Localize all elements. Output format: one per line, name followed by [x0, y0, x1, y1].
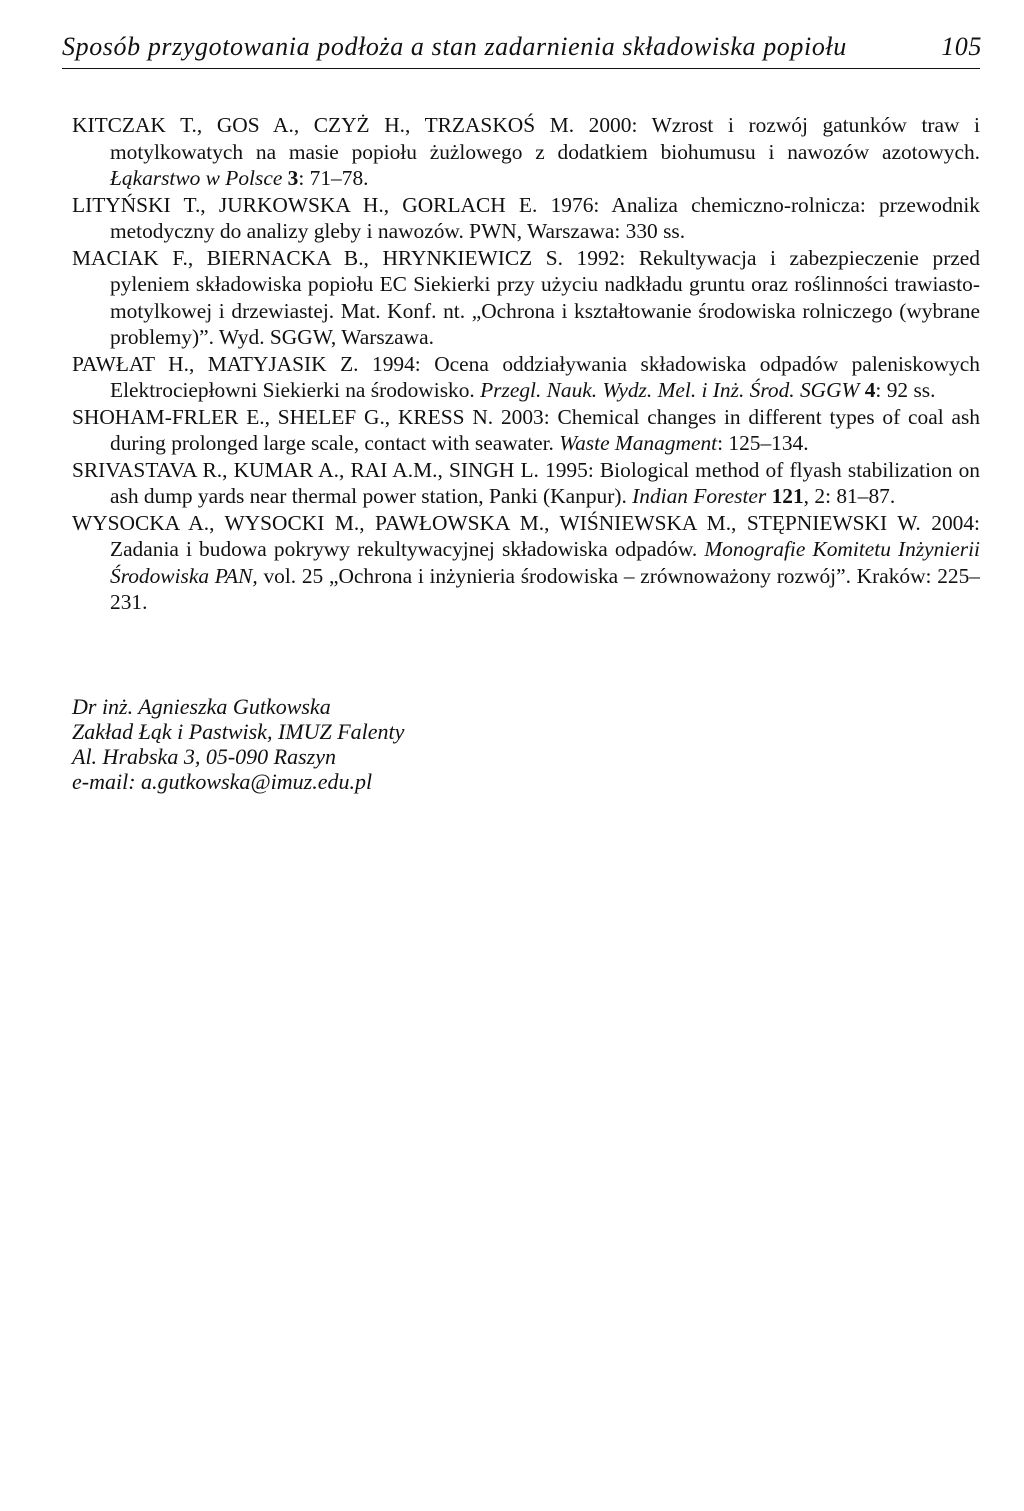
reference-tail: vol. 25 „Ochrona i inżynieria środowiska – zrównoważony rozwój”. Kraków: 225–231. — [110, 563, 980, 614]
reference-authors: MACIAK F., BIERNACKA B., HRYNKIEWICZ S. — [72, 245, 563, 270]
reference-authors: WYSOCKA A., WYSOCKI M., PAWŁOWSKA M., WIŚNIEWSKA M., STĘPNIEWSKI W. — [72, 510, 921, 535]
reference-volume: 3 — [282, 166, 299, 190]
reference-volume: 4 — [859, 378, 876, 402]
reference-tail: : 71–78. — [298, 166, 369, 190]
reference-text: 2004: Zadania i budowa pokrywy rekultywacyjnej składowiska odpadów. — [110, 510, 980, 561]
author-street: Al. Hrabska 3, 05-090 Raszyn — [72, 744, 336, 769]
running-head — [62, 30, 982, 64]
reference-item — [72, 457, 980, 510]
reference-source: Waste Managment — [559, 431, 718, 455]
reference-source: Przegl. Nauk. Wydz. Mel. i Inż. Środ. SGGW — [480, 378, 860, 402]
reference-item — [72, 245, 980, 351]
reference-source: Indian Forester — [632, 484, 767, 508]
reference-source: Monografie Komitetu Inżynierii Środowiska PAN, — [110, 537, 980, 588]
reference-tail: : 92 ss. — [875, 378, 936, 402]
reference-item — [72, 351, 980, 404]
reference-item — [72, 510, 980, 616]
author-address — [72, 694, 404, 794]
reference-authors: KITCZAK T., GOS A., CZYŻ H., TRZASKOŚ M. — [72, 113, 575, 137]
reference-authors: SHOHAM-FRLER E., SHELEF G., KRESS N. — [72, 404, 494, 429]
reference-authors: LITYŃSKI T., JURKOWSKA H., GORLACH E. — [72, 192, 538, 217]
running-title: Sposób przygotowania podłoża a stan zadarnienia składowiska popiołu — [62, 32, 847, 61]
author-name: Dr inż. Agnieszka Gutkowska — [72, 694, 331, 719]
reference-item — [72, 112, 980, 192]
reference-list — [72, 112, 980, 616]
reference-item — [72, 192, 980, 245]
reference-item — [72, 404, 980, 457]
header-rule — [62, 68, 980, 69]
reference-tail: : 125–134. — [717, 431, 809, 455]
reference-authors: PAWŁAT H., MATYJASIK Z. — [72, 351, 359, 376]
reference-text: 2000: Wzrost i rozwój gatunków traw i motylkowatych na masie popiołu żużlowego z dodatkiem biohumusu i nawozów azotowych. — [110, 113, 980, 164]
reference-source: Łąkarstwo w Polsce — [110, 166, 283, 190]
reference-text: 1976: Analiza chemiczno-rolnicza: przewodnik metodyczny do analizy gleby i nawozów. PWN, Warszawa: 330 ss. — [110, 192, 980, 243]
reference-text: 1994: Ocena oddziaływania składowiska odpadów paleniskowych Elektrociepłowni Siekierki na środowisko. — [110, 351, 980, 402]
author-email: e-mail: a.gutkowska@imuz.edu.pl — [72, 769, 373, 794]
author-institution: Zakład Łąk i Pastwisk, IMUZ Falenty — [72, 719, 405, 744]
reference-volume: 121 — [766, 484, 804, 508]
reference-text: 2003: Chemical changes in different types of coal ash during prolonged large scale, contact with seawater. — [110, 404, 980, 455]
reference-text: 1992: Rekultywacja i zabezpieczenie przed pyleniem składowiska popiołu EC Siekierki przy użyciu nadkładu gruntu oraz roślinności trawiasto-motylkowej i drzewiastej. Mat. Konf. nt. „Ochrona i kształtowanie środowiska rolniczego (wybrane problemy)”. Wyd. SGGW, Warszawa. — [110, 245, 980, 349]
reference-tail: , 2: 81–87. — [803, 484, 896, 508]
page-number: 105 — [941, 32, 982, 61]
reference-authors: SRIVASTAVA R., KUMAR A., RAI A.M., SINGH L. — [72, 457, 539, 482]
reference-text: 1995: Biological method of flyash stabilization on ash dump yards near thermal power station, Panki (Kanpur). — [110, 457, 980, 508]
